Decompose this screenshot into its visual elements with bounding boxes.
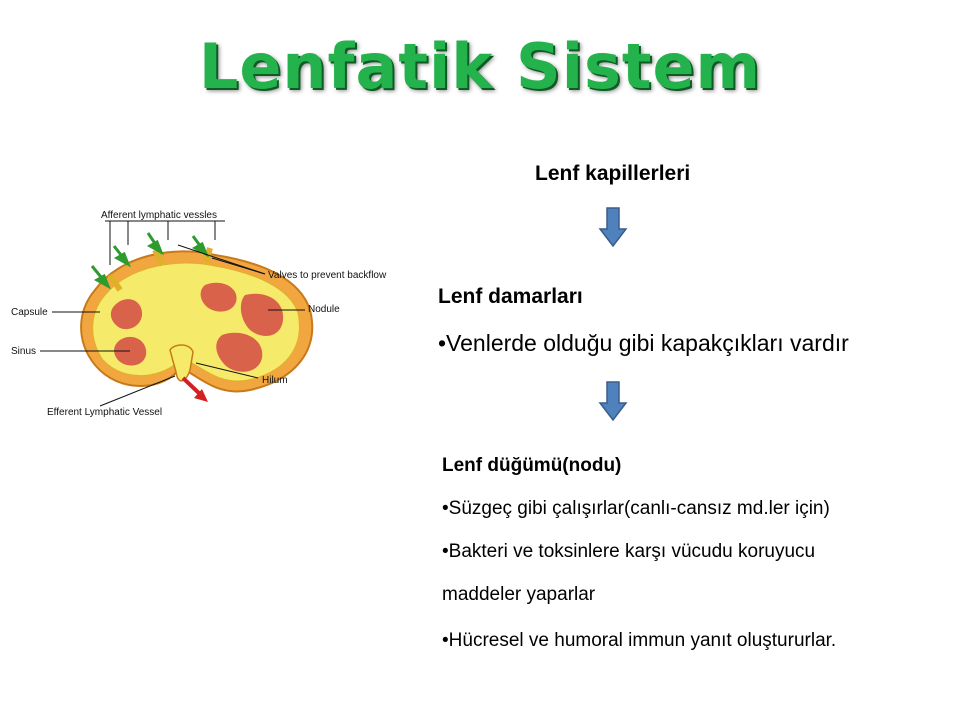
label-efferent: Efferent Lymphatic Vessel: [47, 407, 163, 418]
down-arrow-icon: [598, 381, 628, 421]
step3-bullet-3: •Hücresel ve humoral immun yanıt oluştururlar.: [442, 630, 837, 651]
lymph-node-diagram: [0, 200, 420, 430]
label-nodule: Nodule: [308, 304, 340, 315]
label-sinus: Sinus: [11, 346, 37, 357]
step3-bullet-2: •Bakteri ve toksinlere karşı vücudu koruyucu: [442, 541, 816, 562]
label-hilum: Hilum: [262, 375, 288, 386]
down-arrow-icon: [598, 207, 628, 247]
step1-heading: Lenf kapillerleri: [535, 162, 691, 185]
label-afferent: Afferent lymphatic vessles: [101, 210, 217, 221]
label-valves: Valves to prevent backflow: [268, 270, 387, 281]
step3-bullet-2-cont: maddeler yaparlar: [442, 584, 596, 605]
step3-heading: Lenf düğümü(nodu): [442, 455, 622, 476]
step3-bullet-1: •Süzgeç gibi çalışırlar(canlı-cansız md.ler için): [442, 498, 830, 519]
step2-heading: Lenf damarları: [438, 285, 583, 308]
label-capsule: Capsule: [11, 307, 48, 318]
slide-title: Lenfatik Sistem: [198, 30, 762, 103]
step2-bullet-1: •Venlerde olduğu gibi kapakçıkları vardır: [438, 330, 849, 356]
